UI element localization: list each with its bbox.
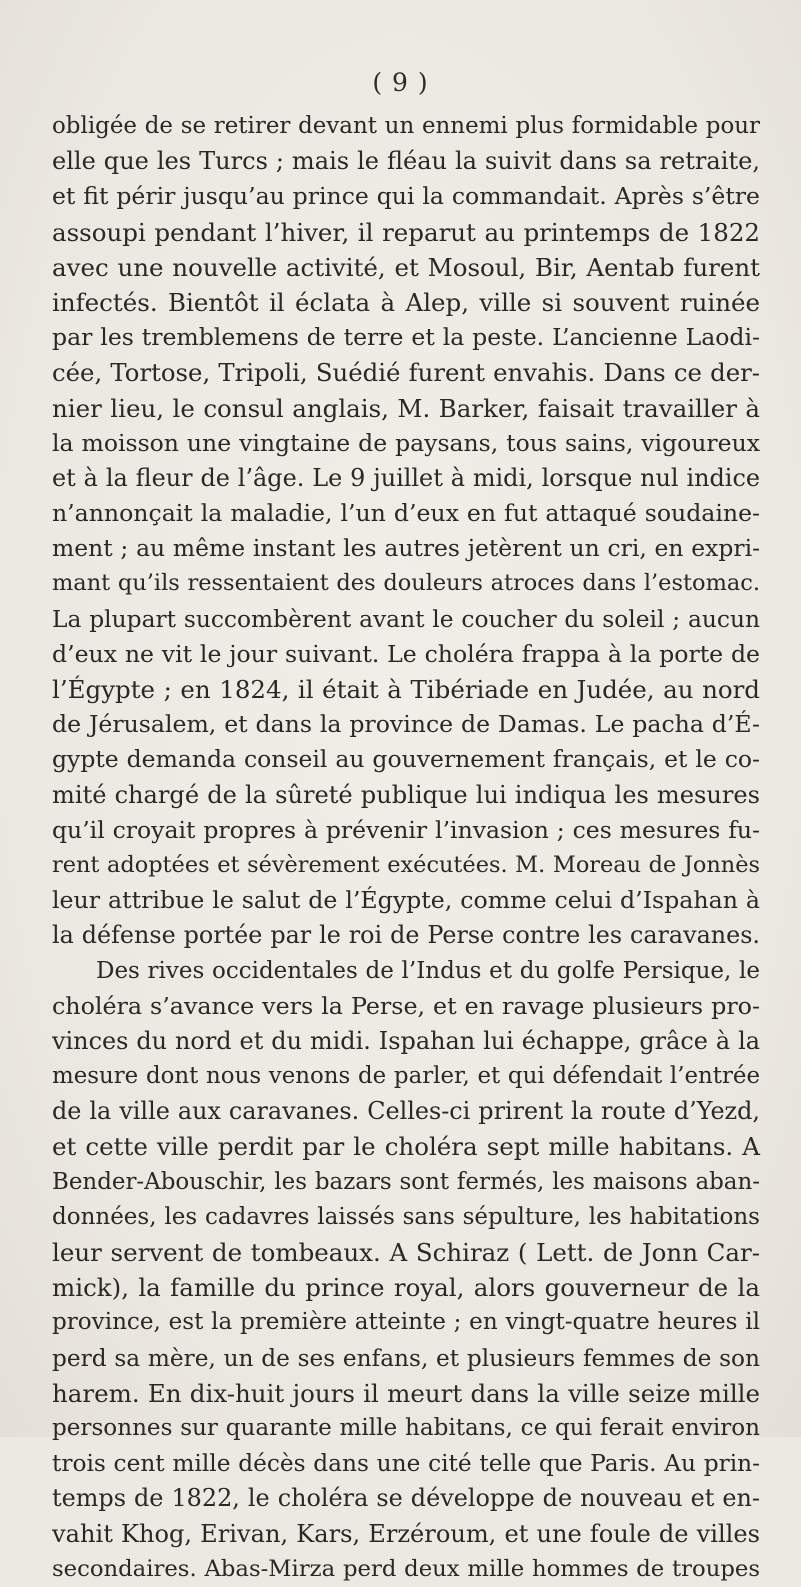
text-line: Des rives occidentales de l’Indus et du golfe Persique, le: [96, 957, 760, 984]
text-line: vahit Khog, Erivan, Kars, Erzéroum, et une foule de villes: [52, 1519, 760, 1548]
text-line: temps de 1822, le choléra se développe de nouveau et en-: [52, 1484, 760, 1513]
text-line: la moisson une vingtaine de paysans, tous sains, vigoureux: [52, 428, 760, 457]
text-line: province, est la première atteinte ; en vingt-quatre heures il: [52, 1309, 760, 1336]
text-line: mesure dont nous venons de parler, et qui défendait l’entrée: [52, 1063, 760, 1090]
text-line: obligée de se retirer devant un ennemi plus formidable pour: [52, 113, 760, 139]
text-line: et fit périr jusqu’au prince qui la commandait. Après s’être: [52, 182, 760, 211]
text-line: vinces du nord et du midi. Ispahan lui échappe, grâce à la: [52, 1026, 760, 1055]
text-line: de Jérusalem, et dans la province de Damas. Le pacha d’É-: [52, 710, 760, 739]
text-line: la défense portée par le roi de Perse contre les caravanes.: [52, 921, 760, 950]
text-line: La plupart succombèrent avant le coucher du soleil ; aucun: [52, 604, 760, 633]
text-line: leur servent de tombeaux. A Schiraz ( Lett. de Jonn Car-: [52, 1238, 760, 1267]
text-line: mick), la famille du prince royal, alors gouverneur de la: [52, 1273, 760, 1303]
text-line: infectés. Bientôt il éclata à Alep, ville si souvent ruinée: [52, 287, 760, 317]
text-line: leur attribue le salut de l’Égypte, comme celui d’Ispahan à: [52, 886, 760, 915]
text-line: qu’il croyait propres à prévenir l’invasion ; ces mesures fu-: [52, 815, 760, 844]
text-line: choléra s’avance vers la Perse, et en ravage plusieurs pro-: [52, 991, 760, 1020]
text-line: mant qu’ils ressentaient des douleurs atroces dans l’estomac.: [52, 570, 760, 597]
text-line: assoupi pendant l’hiver, il reparut au printemps de 1822: [52, 217, 760, 247]
text-line: ment ; au même instant les autres jetèrent un cri, en expri-: [52, 534, 760, 563]
text-line: rent adoptées et sévèrement exécutées. M. Moreau de Jonnès: [52, 851, 760, 878]
text-line: secondaires. Abas-Mirza perd deux mille hommes de troupes: [52, 1555, 760, 1582]
text-line: et cette ville perdit par le choléra sept mille habitans. A: [52, 1132, 760, 1162]
text-line: l’Égypte ; en 1824, il était à Tibériade en Judée, au nord: [52, 675, 760, 704]
page-number: ( 9 ): [372, 68, 429, 97]
text-line: et à la fleur de l’âge. Le 9 juillet à midi, lorsque nul indice: [52, 463, 760, 492]
text-line: Bender-Abouschir, les bazars sont fermés, les maisons aban-: [52, 1168, 760, 1195]
text-line: d’eux ne vit le jour suivant. Le choléra frappa à la porte de: [52, 639, 760, 668]
text-line: par les tremblemens de terre et la peste. L’ancienne Laodi-: [52, 323, 760, 352]
text-line: mité chargé de la sûreté publique lui indiqua les mesures: [52, 780, 760, 809]
text-line: données, les cadavres laissés sans sépulture, les habitations: [52, 1203, 760, 1230]
text-line: cée, Tortose, Tripoli, Suédié furent envahis. Dans ce der-: [52, 358, 760, 388]
text-line: elle que les Turcs ; mais le fléau la suivit dans sa retraite,: [52, 147, 760, 176]
text-line: personnes sur quarante mille habitans, ce qui ferait environ: [52, 1414, 760, 1441]
text-line: gypte demanda conseil au gouvernement français, et le co-: [52, 745, 760, 774]
text-line: perd sa mère, un de ses enfans, et plusieurs femmes de son: [52, 1344, 760, 1372]
text-line: de la ville aux caravanes. Celles-ci prirent la route d’Yezd,: [52, 1097, 760, 1126]
text-line: trois cent mille décès dans une cité telle que Paris. Au prin-: [52, 1450, 760, 1478]
text-line: harem. En dix-huit jours il meurt dans la ville seize mille: [52, 1378, 760, 1408]
body-text: [52, 109, 760, 1587]
text-line: n’annonçait la maladie, l’un d’eux en fut attaqué soudaine-: [52, 499, 760, 528]
text-line: avec une nouvelle activité, et Mosoul, Bir, Aentab furent: [52, 252, 760, 282]
text-line: nier lieu, le consul anglais, M. Barker, faisait travailler à: [52, 393, 760, 423]
